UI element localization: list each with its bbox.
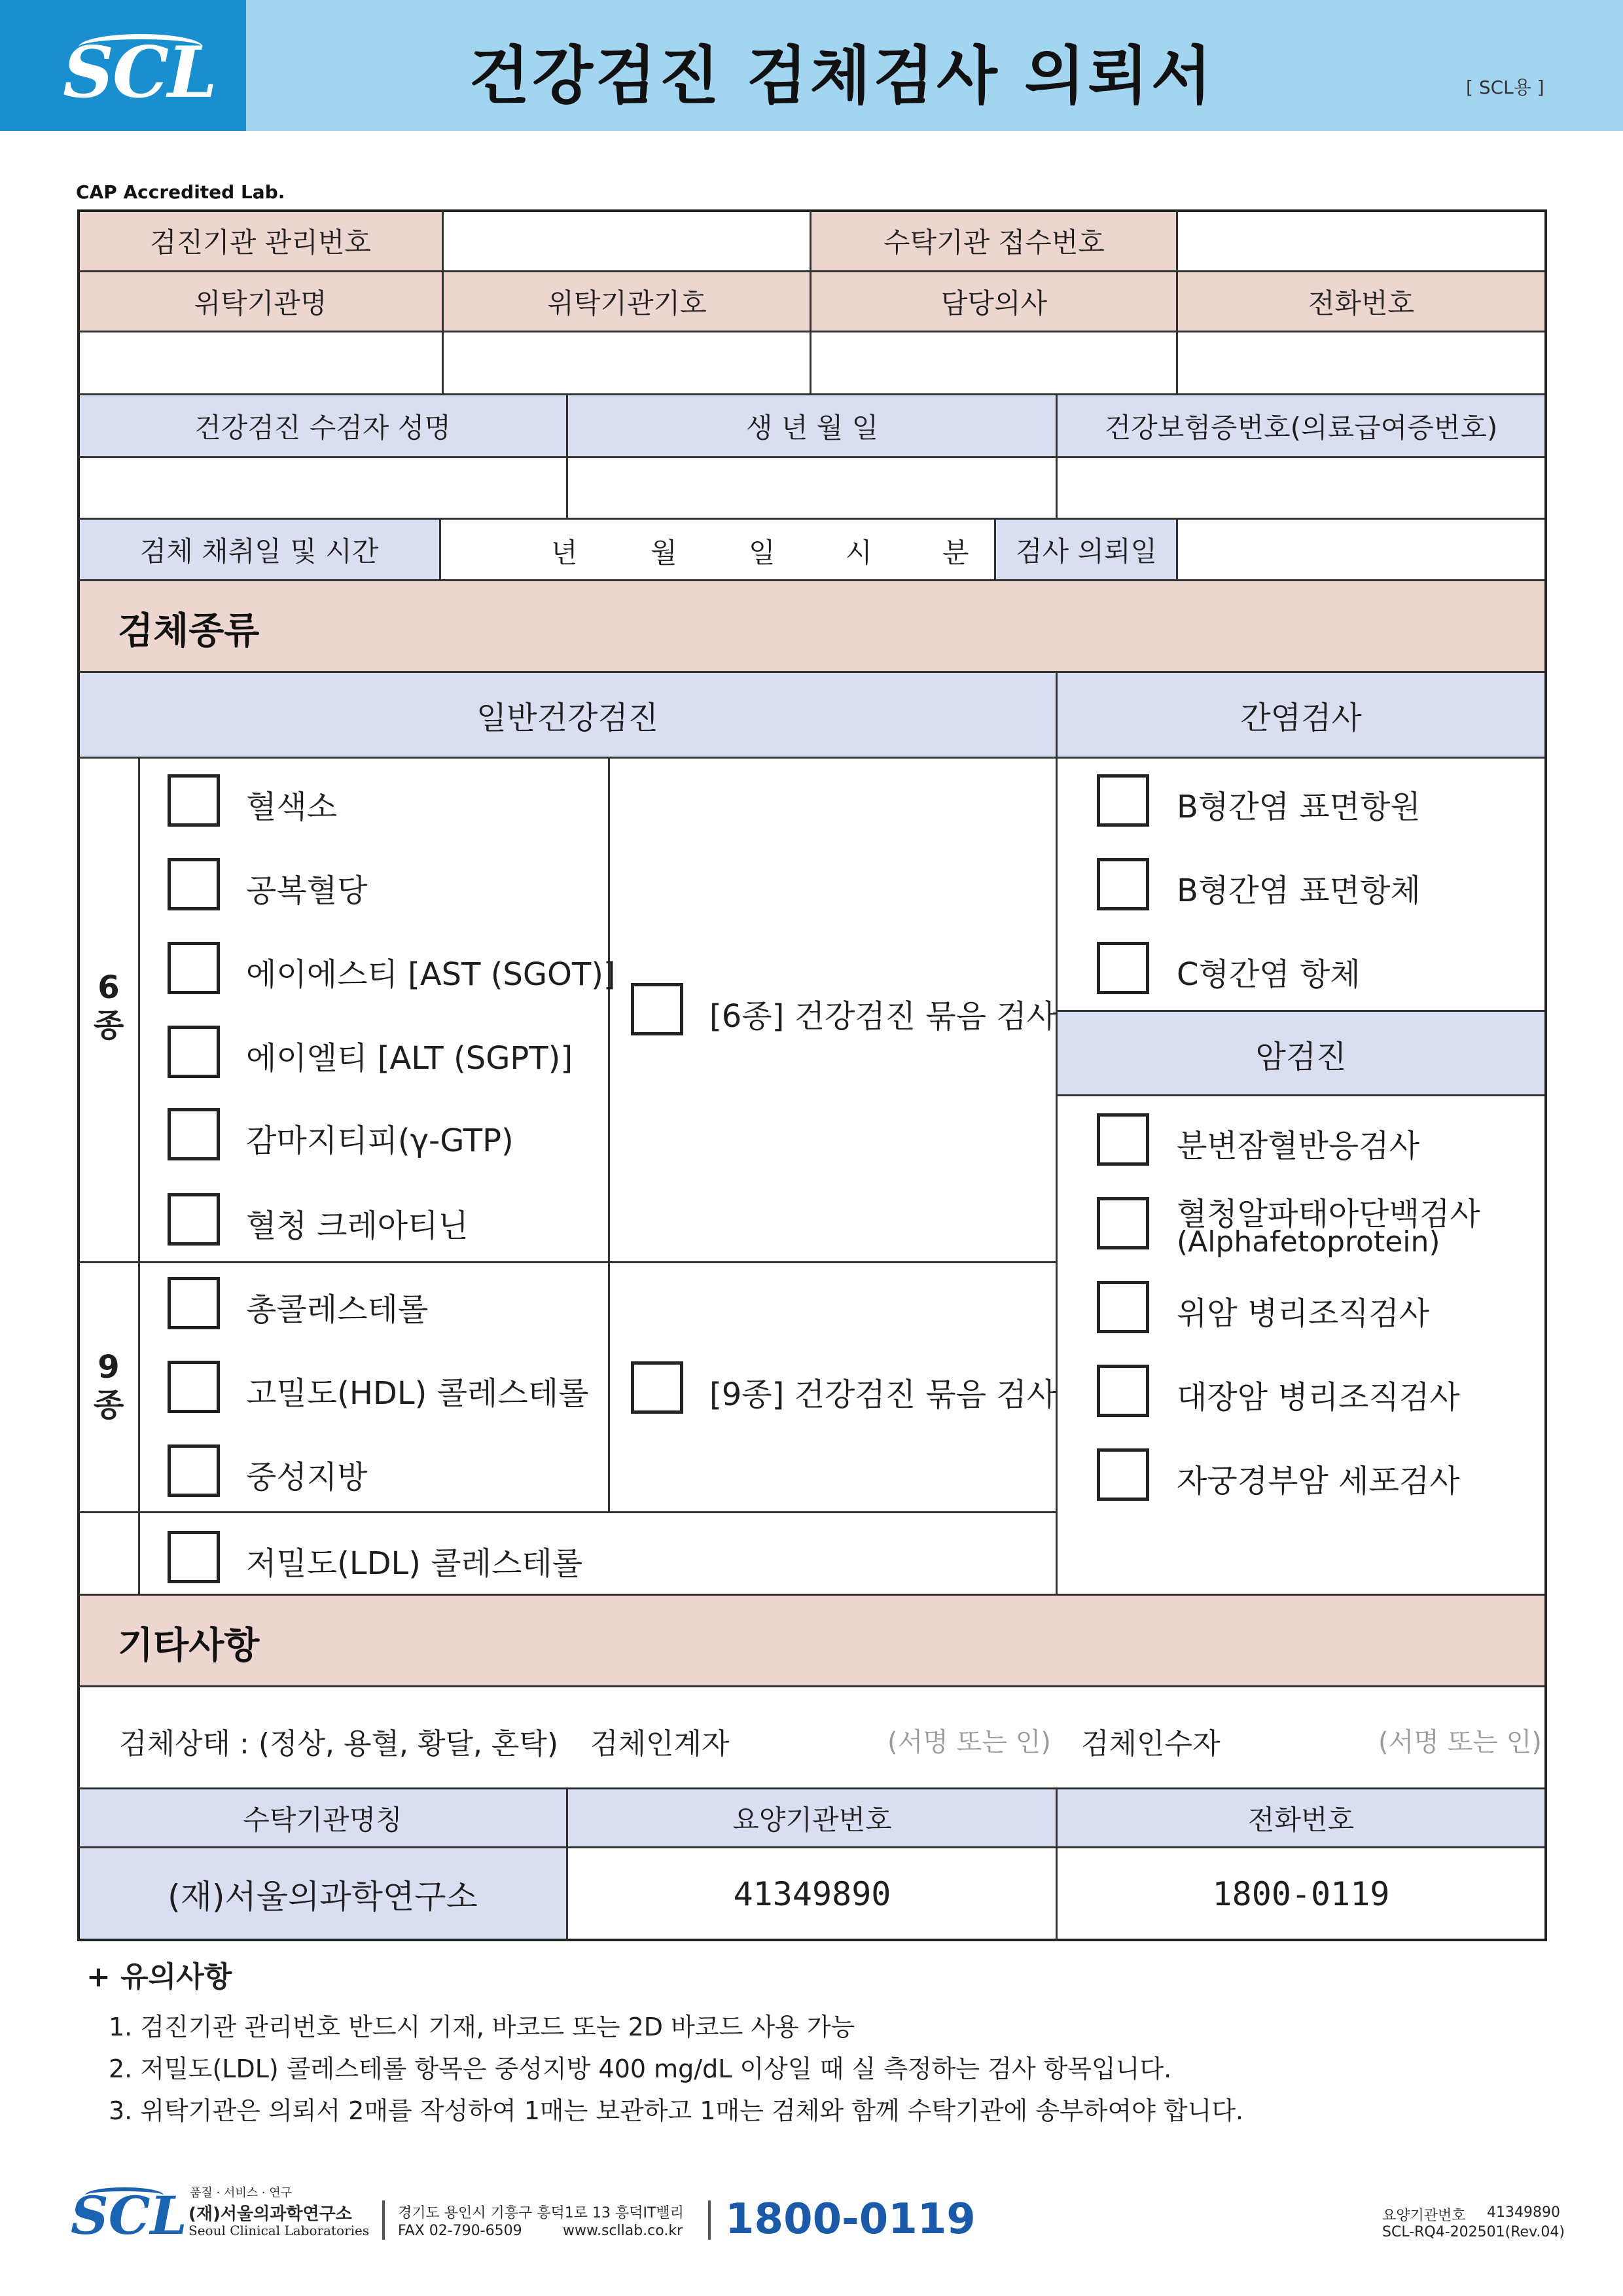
scl-logo: SCL [63,31,216,114]
note-item: 3. 위탁기관은 의뢰서 2매를 작성하여 1매는 보관하고 1매는 검체와 함께 수탁기관에 송부하여야 합니다. [109,2096,1244,2125]
note-item: 2. 저밀도(LDL) 콜레스테롤 항목은 중성지방 400 mg/dL 이상일 때 실 측정하는 검사 항목입니다. [109,2054,1172,2083]
checkbox-hbsab[interactable] [1097,858,1149,910]
item-hcv: C형간염 항체 [1177,956,1361,993]
lab-phone-label: 전화번호 [1058,1789,1544,1847]
grid-line [79,1787,1544,1789]
note-item: 1. 검진기관 관리번호 반드시 기재, 바코드 또는 2D 바코드 사용 가능 [109,2013,855,2041]
receipt-no-label: 수탁기관 접수번호 [812,211,1177,271]
form-tag: [ SCL용 ] [1466,77,1544,98]
item-bundle9: [9종] 건강검진 묶음 검사 [709,1376,1058,1413]
grid-line [1056,1787,1058,1941]
patient-name-label: 건강검진 수검자 성명 [79,395,567,457]
grid-line [79,1594,1544,1596]
grid-line [79,270,1544,272]
item-hdl: 고밀도(HDL) 콜레스테롤 [246,1375,589,1412]
grid-line [994,518,996,581]
checkbox-fobt[interactable] [1097,1113,1149,1166]
footer-scl-logo: SCL [71,2185,187,2246]
item-hbsag: B형간염 표면항원 [1177,789,1421,825]
day-unit: 일 [749,537,776,569]
cap-accredited-label: CAP Accredited Lab. [76,181,285,203]
grid-line [79,1511,1056,1513]
others-section-title: 기타사항 [118,1624,260,1667]
insurance-no-label: 건강보험증번호(의료급여증번호) [1058,395,1544,457]
grid-line [79,518,1544,520]
checkbox-fasting-glucose[interactable] [168,858,220,910]
item-hemoglobin: 혈색소 [246,789,338,825]
client-name-label: 위탁기관명 [79,272,442,331]
item-afp-sub: (Alphafetoprotein) [1177,1225,1440,1259]
item-bundle6: [6종] 건강검진 묶음 검사 [709,998,1058,1035]
grid-line [608,757,610,1513]
hepatitis-header: 간염검사 [1058,673,1544,757]
checkbox-triglyceride[interactable] [168,1444,220,1497]
footer-code-value: 41349890 [1487,2204,1560,2221]
footer-code-label: 요양기관번호 [1382,2208,1466,2224]
sender-label: 검체인계자 [590,1727,730,1761]
lab-code-value: 41349890 [733,1875,891,1913]
checkbox-gastric[interactable] [1097,1281,1149,1333]
receiver-sign-hint[interactable]: (서명 또는 인) [1378,1727,1542,1757]
item-alt: 에이엘티 [ALT (SGPT)] [246,1040,573,1077]
item-cervical: 자궁경부암 세포검사 [1177,1463,1460,1499]
item-gastric: 위암 병리조직검사 [1177,1295,1430,1332]
year-unit: 년 [551,537,578,569]
specimen-section-title: 검체종류 [118,610,260,653]
checkbox-total-cholesterol[interactable] [168,1277,220,1329]
footer-org-en: Seoul Clinical Laboratories [188,2223,370,2238]
mgmt-no-label: 검진기관 관리번호 [79,211,442,271]
lab-name-value: (재)서울의과학연구소 [79,1848,567,1940]
item-ggt: 감마지티피(γ-GTP) [246,1122,514,1159]
grid-line [1176,211,1178,394]
footer-logo-swoosh-icon [85,2187,164,2203]
grid-line [79,757,1544,759]
checkbox-hbsag[interactable] [1097,774,1149,827]
grid-line [810,211,812,394]
grid-line [442,331,444,394]
logo-swoosh-icon [79,34,203,60]
grid-line [442,211,444,331]
item-triglyceride: 중성지방 [246,1459,368,1496]
footer-org-kr: (재)서울의과학연구소 [188,2204,352,2224]
lab-name-label: 수탁기관명칭 [79,1789,567,1847]
lab-phone-value: 1800-0119 [1212,1875,1390,1913]
sender-sign-hint[interactable]: (서명 또는 인) [887,1727,1051,1757]
group6-label: 6 종 [93,969,124,1044]
month-unit: 월 [651,537,677,569]
minute-unit: 분 [942,537,969,569]
lab-code-label: 요양기관번호 [568,1789,1056,1847]
checkbox-bundle9[interactable] [631,1361,683,1414]
checkbox-ggt[interactable] [168,1108,220,1160]
checkbox-afp[interactable] [1097,1197,1149,1249]
grid-line [1058,1010,1544,1012]
general-checkup-header: 일반건강검진 [79,673,1056,757]
grid-line [79,1685,1544,1687]
client-phone-label: 전화번호 [1178,272,1544,331]
grid-line [79,393,1544,395]
footer-divider [708,2200,711,2240]
item-ast: 에이에스티 [AST (SGOT)] [246,956,616,993]
birth-label: 생 년 월 일 [568,395,1056,457]
grid-line [566,393,568,519]
grid-line [1056,393,1058,519]
doctor-label: 담당의사 [812,272,1177,331]
notes-title: + 유의사항 [86,1960,232,1994]
item-fasting-glucose: 공복혈당 [246,872,368,909]
item-ldl: 저밀도(LDL) 콜레스테롤 [246,1545,583,1582]
item-total-cholesterol: 총콜레스테롤 [246,1291,429,1328]
item-hbsab: B형간염 표면항체 [1177,872,1421,909]
checkbox-colorectal[interactable] [1097,1365,1149,1417]
collect-datetime-label: 검체 채취일 및 시간 [79,520,440,580]
grid-line [79,1846,1544,1848]
footer-form-id: SCL-RQ4-202501(Rev.04) [1382,2224,1565,2240]
checkbox-creatinine[interactable] [168,1193,220,1246]
checkbox-ldl[interactable] [168,1531,220,1583]
grid-line [79,1261,1056,1263]
checkbox-hemoglobin[interactable] [168,774,220,827]
grid-line [138,757,140,1595]
specimen-condition-label: 검체상태 : (정상, 용혈, 황달, 혼탁) [119,1727,559,1761]
footer-divider [382,2200,385,2240]
footer-tagline: 품질 · 서비스 · 연구 [190,2186,293,2200]
footer-web[interactable]: www.scllab.co.kr [563,2223,683,2239]
item-creatinine: 혈청 크레아티닌 [246,1208,469,1244]
checkbox-bundle6[interactable] [631,983,683,1035]
grid-line [566,1787,568,1941]
cancer-header: 암검진 [1058,1012,1544,1096]
checkbox-hdl[interactable] [168,1361,220,1413]
item-afp: 혈청알파태아단백검사 [1177,1196,1480,1232]
client-code-label: 위탁기관기호 [444,272,810,331]
grid-line [1176,518,1178,581]
footer-phone: 1800-0119 [725,2195,976,2244]
group9-label: 9 종 [93,1349,124,1424]
grid-line [439,518,441,581]
grid-line [79,671,1544,673]
grid-line [1056,671,1058,1595]
hour-unit: 시 [846,537,872,569]
footer-address: 경기도 용인시 기흥구 흥덕1로 13 흥덕IT밸리 [398,2205,684,2221]
request-date-label: 검사 의뢰일 [996,520,1177,580]
checkbox-alt[interactable] [168,1026,220,1078]
checkbox-ast[interactable] [168,942,220,994]
item-fobt: 분변잠혈반응검사 [1177,1128,1419,1164]
grid-line [79,579,1544,581]
item-colorectal: 대장암 병리조직검사 [1177,1379,1460,1416]
checkbox-cervical[interactable] [1097,1448,1149,1501]
checkbox-hcv[interactable] [1097,942,1149,994]
form-title: 건강검진 검체검사 의뢰서 [469,39,1215,113]
grid-line [79,456,1544,458]
grid-line [1058,1094,1544,1096]
footer-fax: FAX 02-790-6509 [398,2223,522,2239]
grid-line [79,331,1544,332]
receiver-label: 검체인수자 [1081,1727,1221,1761]
